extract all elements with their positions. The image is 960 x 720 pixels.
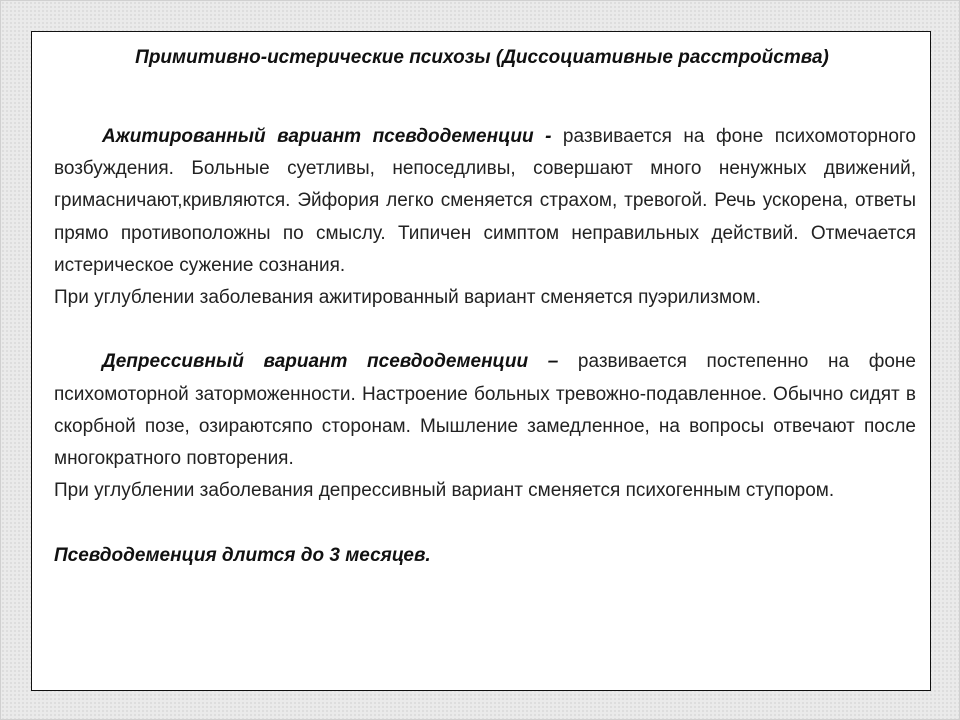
depressive-variant-text: развивается постепенно на фоне психомоторной заторможенности. Настроение больных тревожно-подавленное. Обычно сидят в скорбной позе, озираютсяпо сторонам. Мышление замедленное, на вопросы отвечают после многократного повторения. bbox=[54, 351, 916, 470]
agitated-variant-paragraph bbox=[54, 121, 916, 282]
agitated-deepening-paragraph: При углублении заболевания ажитированный вариант сменяется пуэрилизмом. bbox=[54, 287, 761, 309]
slide-title: Примитивно-истерические психозы (Диссоциативные расстройства) bbox=[135, 47, 829, 68]
depressive-variant-paragraph bbox=[54, 346, 916, 475]
depressive-variant-term: Депрессивный вариант псевдодеменции – bbox=[102, 351, 559, 373]
agitated-variant-text: развивается на фоне психомоторного возбуждения. Больные суетливы, непоседливы, совершают много ненужных движений, гримасничают,кривляются. Эйфория легко сменяется страхом, тревогой. Речь ускорена, ответы прямо противоположны по смыслу. Типичен симптом неправильных действий. Отмечается истерическое сужение сознания. bbox=[54, 126, 916, 276]
paragraph-spacer bbox=[54, 507, 916, 539]
slide-body bbox=[54, 121, 916, 572]
depressive-deepening-paragraph: При углублении заболевания депрессивный вариант сменяется психогенным ступором. bbox=[54, 480, 835, 502]
conclusion-text: Псевдодеменция длится до 3 месяцев. bbox=[54, 544, 431, 566]
paragraph-spacer bbox=[54, 314, 916, 346]
content-frame bbox=[31, 31, 931, 691]
agitated-variant-term: Ажитированный вариант псевдодеменции - bbox=[102, 126, 552, 147]
